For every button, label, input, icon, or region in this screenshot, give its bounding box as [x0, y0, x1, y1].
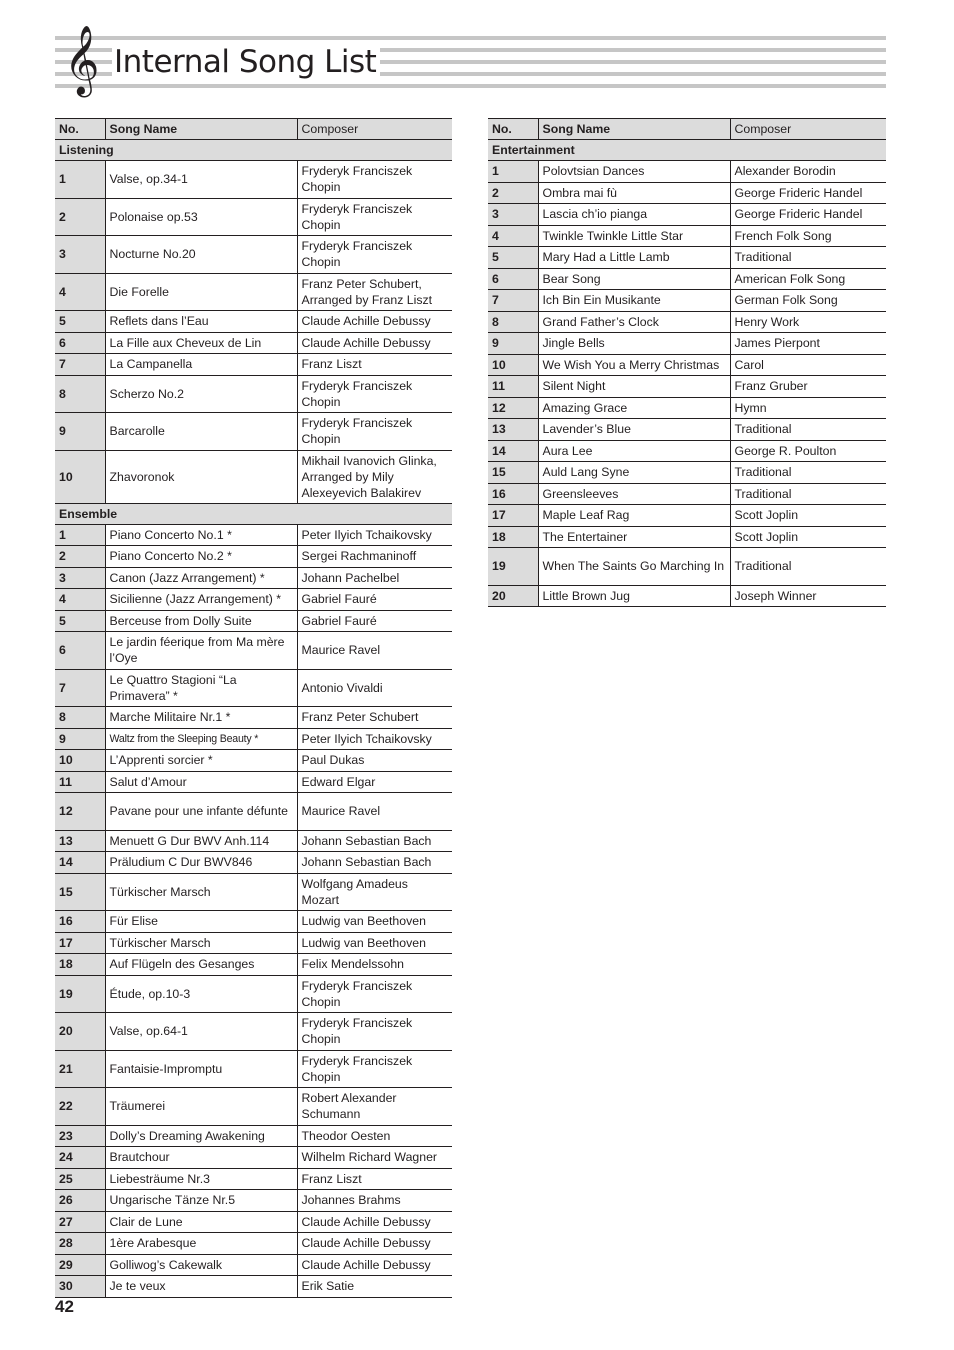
composer: German Folk Song [730, 290, 886, 312]
table-header-row [55, 119, 452, 140]
song-name: Canon (Jazz Arrangement) * [105, 567, 297, 589]
table-row [55, 975, 452, 1013]
table-row [55, 632, 452, 670]
song-name: Für Elise [105, 911, 297, 933]
song-number: 8 [55, 707, 105, 729]
song-name: Salut d’Amour [105, 771, 297, 793]
song-name: Valse, op.64-1 [105, 1013, 297, 1051]
composer: Hymn [730, 397, 886, 419]
composer: Scott Joplin [730, 526, 886, 548]
song-number: 23 [55, 1125, 105, 1147]
table-row [55, 161, 452, 199]
song-number: 2 [55, 198, 105, 236]
song-number: 19 [55, 975, 105, 1013]
song-number: 15 [488, 462, 538, 484]
composer: Edward Elgar [297, 771, 452, 793]
composer: Claude Achille Debussy [297, 332, 452, 354]
song-name: Auf Flügeln des Gesanges [105, 954, 297, 976]
song-name: Silent Night [538, 376, 730, 398]
song-name: Grand Father’s Clock [538, 311, 730, 333]
song-number: 9 [55, 728, 105, 750]
table-row [488, 204, 886, 226]
section-label: Listening [55, 140, 452, 161]
table-row [55, 332, 452, 354]
song-name: Piano Concerto No.1 * [105, 524, 297, 546]
song-number: 14 [55, 852, 105, 874]
composer: Maurice Ravel [297, 793, 452, 831]
composer: Fryderyk Franciszek Chopin [297, 975, 452, 1013]
song-number: 17 [488, 505, 538, 527]
song-number: 10 [55, 750, 105, 772]
table-row [55, 610, 452, 632]
composer: Fryderyk Franciszek Chopin [297, 198, 452, 236]
song-number: 29 [55, 1254, 105, 1276]
composer: Maurice Ravel [297, 632, 452, 670]
composer: Alexander Borodin [730, 161, 886, 183]
song-number: 10 [55, 450, 105, 503]
table-row [55, 873, 452, 911]
composer: American Folk Song [730, 268, 886, 290]
composer: French Folk Song [730, 225, 886, 247]
table-row [488, 548, 886, 586]
song-number: 19 [488, 548, 538, 586]
table-row [55, 236, 452, 274]
table-row [55, 1276, 452, 1298]
song-number: 11 [488, 376, 538, 398]
song-name: Die Forelle [105, 273, 297, 311]
song-name: Bear Song [538, 268, 730, 290]
song-table-right [488, 118, 886, 607]
song-name: Polonaise op.53 [105, 198, 297, 236]
song-number: 5 [488, 247, 538, 269]
table-row [488, 268, 886, 290]
song-name: Mary Had a Little Lamb [538, 247, 730, 269]
song-name: Pavane pour une infante défunte [105, 793, 297, 831]
table-row [55, 911, 452, 933]
table-row [55, 1168, 452, 1190]
table-row [55, 1233, 452, 1255]
song-number: 12 [55, 793, 105, 831]
song-number: 13 [488, 419, 538, 441]
table-row [488, 333, 886, 355]
song-number: 8 [55, 375, 105, 413]
section-row-ensemble [55, 503, 452, 524]
song-name: Scherzo No.2 [105, 375, 297, 413]
song-number: 1 [55, 161, 105, 199]
table-row [488, 585, 886, 607]
composer: Erik Satie [297, 1276, 452, 1298]
song-name: Little Brown Jug [538, 585, 730, 607]
song-number: 13 [55, 830, 105, 852]
table-row [55, 1211, 452, 1233]
table-row [55, 273, 452, 311]
composer: Fryderyk Franciszek Chopin [297, 1050, 452, 1088]
song-number: 14 [488, 440, 538, 462]
table-row [55, 524, 452, 546]
table-row [55, 354, 452, 376]
song-name: Berceuse from Dolly Suite [105, 610, 297, 632]
composer: Robert Alexander Schumann [297, 1088, 452, 1126]
composer: Ludwig van Beethoven [297, 911, 452, 933]
song-name: Polovtsian Dances [538, 161, 730, 183]
table-row [55, 793, 452, 831]
treble-clef-icon: 𝄞 [64, 25, 100, 95]
song-number: 12 [488, 397, 538, 419]
table-row [55, 546, 452, 568]
table-row [488, 182, 886, 204]
song-name: Marche Militaire Nr.1 * [105, 707, 297, 729]
page-number: 42 [55, 1297, 74, 1316]
composer: Joseph Winner [730, 585, 886, 607]
song-name: Je te veux [105, 1276, 297, 1298]
song-name: Nocturne No.20 [105, 236, 297, 274]
composer: Felix Mendelssohn [297, 954, 452, 976]
table-row [488, 376, 886, 398]
song-number: 5 [55, 610, 105, 632]
song-number: 7 [488, 290, 538, 312]
song-number: 25 [55, 1168, 105, 1190]
song-number: 10 [488, 354, 538, 376]
composer: Traditional [730, 419, 886, 441]
song-name: Liebesträume Nr.3 [105, 1168, 297, 1190]
song-number: 3 [488, 204, 538, 226]
table-row [55, 954, 452, 976]
table-row [55, 311, 452, 333]
table-row [55, 567, 452, 589]
song-number: 18 [488, 526, 538, 548]
song-number: 9 [488, 333, 538, 355]
table-row [55, 450, 452, 503]
composer: Gabriel Fauré [297, 610, 452, 632]
song-name: Greensleeves [538, 483, 730, 505]
composer: James Pierpont [730, 333, 886, 355]
table-row [55, 771, 452, 793]
song-number: 16 [488, 483, 538, 505]
composer: Franz Liszt [297, 1168, 452, 1190]
table-row [55, 1190, 452, 1212]
song-number: 1 [488, 161, 538, 183]
song-number: 11 [55, 771, 105, 793]
table-row [55, 728, 452, 750]
song-number: 20 [55, 1013, 105, 1051]
composer: Johannes Brahms [297, 1190, 452, 1212]
table-row [488, 419, 886, 441]
composer: Traditional [730, 548, 886, 586]
composer: Johann Sebastian Bach [297, 852, 452, 874]
column-header-composer: Composer [730, 119, 886, 140]
composer: Mikhail Ivanovich Glinka, Arranged by Mily Alexeyevich Balakirev [297, 450, 452, 503]
song-name: La Campanella [105, 354, 297, 376]
composer: Antonio Vivaldi [297, 669, 452, 707]
composer: Fryderyk Franciszek Chopin [297, 161, 452, 199]
song-name: Twinkle Twinkle Little Star [538, 225, 730, 247]
song-number: 27 [55, 1211, 105, 1233]
song-number: 16 [55, 911, 105, 933]
song-name: Türkischer Marsch [105, 873, 297, 911]
table-row [488, 247, 886, 269]
song-name: L’Apprenti sorcier * [105, 750, 297, 772]
song-number: 2 [488, 182, 538, 204]
composer: Ludwig van Beethoven [297, 932, 452, 954]
table-row [55, 375, 452, 413]
table-row [55, 707, 452, 729]
song-number: 3 [55, 567, 105, 589]
table-row [488, 354, 886, 376]
song-number: 15 [55, 873, 105, 911]
column-header-no: No. [488, 119, 538, 140]
song-number: 8 [488, 311, 538, 333]
table-row [488, 311, 886, 333]
song-number: 4 [55, 589, 105, 611]
song-name: Aura Lee [538, 440, 730, 462]
composer: Traditional [730, 247, 886, 269]
song-number: 20 [488, 585, 538, 607]
composer: Franz Peter Schubert [297, 707, 452, 729]
composer: Claude Achille Debussy [297, 1211, 452, 1233]
song-name: Lavender’s Blue [538, 419, 730, 441]
song-number: 9 [55, 413, 105, 451]
song-name: Le Quattro Stagioni “La Primavera” * [105, 669, 297, 707]
song-name: Fantaisie-Impromptu [105, 1050, 297, 1088]
song-name: Dolly’s Dreaming Awakening [105, 1125, 297, 1147]
page-title: Internal Song List [112, 47, 380, 78]
song-number: 24 [55, 1147, 105, 1169]
song-name: The Entertainer [538, 526, 730, 548]
table-row [55, 1088, 452, 1126]
song-name: Sicilienne (Jazz Arrangement) * [105, 589, 297, 611]
song-number: 28 [55, 1233, 105, 1255]
composer: Scott Joplin [730, 505, 886, 527]
column-header-composer: Composer [297, 119, 452, 140]
song-name: Jingle Bells [538, 333, 730, 355]
table-row [55, 932, 452, 954]
column-header-song-name: Song Name [105, 119, 297, 140]
song-name: We Wish You a Merry Christmas [538, 354, 730, 376]
composer: Fryderyk Franciszek Chopin [297, 413, 452, 451]
song-name: Le jardin féerique from Ma mère l’Oye [105, 632, 297, 670]
table-row [55, 198, 452, 236]
table-row [55, 589, 452, 611]
table-header-row [488, 119, 886, 140]
composer: Claude Achille Debussy [297, 1254, 452, 1276]
composer: Franz Liszt [297, 354, 452, 376]
song-name: Valse, op.34-1 [105, 161, 297, 199]
table-row [55, 669, 452, 707]
song-number: 6 [55, 632, 105, 670]
song-number: 26 [55, 1190, 105, 1212]
song-name: Auld Lang Syne [538, 462, 730, 484]
staff-line [55, 36, 886, 40]
table-row [55, 1147, 452, 1169]
song-name: Golliwog’s Cakewalk [105, 1254, 297, 1276]
song-name: Träumerei [105, 1088, 297, 1126]
song-number: 7 [55, 354, 105, 376]
composer: Wolfgang Amadeus Mozart [297, 873, 452, 911]
table-row [488, 462, 886, 484]
song-number: 2 [55, 546, 105, 568]
song-name: Amazing Grace [538, 397, 730, 419]
song-name: La Fille aux Cheveux de Lin [105, 332, 297, 354]
song-number: 17 [55, 932, 105, 954]
song-number: 7 [55, 669, 105, 707]
song-name: Reflets dans l’Eau [105, 311, 297, 333]
song-number: 4 [488, 225, 538, 247]
composer: Theodor Oesten [297, 1125, 452, 1147]
table-row [488, 483, 886, 505]
composer: Claude Achille Debussy [297, 311, 452, 333]
table-row [55, 1013, 452, 1051]
song-name: Piano Concerto No.2 * [105, 546, 297, 568]
song-name: Maple Leaf Rag [538, 505, 730, 527]
song-name: Menuett G Dur BWV Anh.114 [105, 830, 297, 852]
table-row [488, 397, 886, 419]
section-label: Ensemble [55, 503, 452, 524]
composer: Franz Gruber [730, 376, 886, 398]
song-number: 6 [488, 268, 538, 290]
table-row [488, 526, 886, 548]
table-row [488, 290, 886, 312]
composer: Claude Achille Debussy [297, 1233, 452, 1255]
table-row [55, 750, 452, 772]
song-number: 22 [55, 1088, 105, 1126]
section-label: Entertainment [488, 140, 886, 161]
composer: Fryderyk Franciszek Chopin [297, 1013, 452, 1051]
song-name: Ungarische Tänze Nr.5 [105, 1190, 297, 1212]
song-name: Türkischer Marsch [105, 932, 297, 954]
song-table-left [55, 118, 452, 1298]
table-row [488, 161, 886, 183]
song-name: 1ère Arabesque [105, 1233, 297, 1255]
song-number: 18 [55, 954, 105, 976]
composer: Fryderyk Franciszek Chopin [297, 236, 452, 274]
song-number: 3 [55, 236, 105, 274]
song-name: Lascia ch’io pianga [538, 204, 730, 226]
table-row [488, 505, 886, 527]
song-number: 21 [55, 1050, 105, 1088]
song-name: Präludium C Dur BWV846 [105, 852, 297, 874]
song-name: Brautchour [105, 1147, 297, 1169]
composer: George R. Poulton [730, 440, 886, 462]
song-name: Barcarolle [105, 413, 297, 451]
song-number: 30 [55, 1276, 105, 1298]
composer: Fryderyk Franciszek Chopin [297, 375, 452, 413]
song-number: 5 [55, 311, 105, 333]
song-name: Zhavoronok [105, 450, 297, 503]
composer: Traditional [730, 483, 886, 505]
table-row [55, 1254, 452, 1276]
composer: Paul Dukas [297, 750, 452, 772]
composer: Henry Work [730, 311, 886, 333]
table-row [488, 440, 886, 462]
composer: Traditional [730, 462, 886, 484]
composer: Carol [730, 354, 886, 376]
composer: Sergei Rachmaninoff [297, 546, 452, 568]
section-row-listening [55, 140, 452, 161]
table-row [55, 1125, 452, 1147]
column-header-song-name: Song Name [538, 119, 730, 140]
table-row [55, 1050, 452, 1088]
composer: Franz Peter Schubert, Arranged by Franz Liszt [297, 273, 452, 311]
composer: Peter Ilyich Tchaikovsky [297, 524, 452, 546]
composer: George Frideric Handel [730, 204, 886, 226]
song-number: 1 [55, 524, 105, 546]
table-row [55, 852, 452, 874]
composer: Johann Pachelbel [297, 567, 452, 589]
song-name: Waltz from the Sleeping Beauty * [105, 728, 297, 750]
composer: Wilhelm Richard Wagner [297, 1147, 452, 1169]
song-name: Ich Bin Ein Musikante [538, 290, 730, 312]
column-header-no: No. [55, 119, 105, 140]
song-name: Étude, op.10-3 [105, 975, 297, 1013]
song-number: 6 [55, 332, 105, 354]
song-number: 4 [55, 273, 105, 311]
composer: Gabriel Fauré [297, 589, 452, 611]
table-row [55, 413, 452, 451]
composer: Peter Ilyich Tchaikovsky [297, 728, 452, 750]
staff-line [55, 84, 886, 88]
song-name: Clair de Lune [105, 1211, 297, 1233]
song-name: When The Saints Go Marching In [538, 548, 730, 586]
song-name: Ombra mai fù [538, 182, 730, 204]
composer: Johann Sebastian Bach [297, 830, 452, 852]
table-row [55, 830, 452, 852]
composer: George Frideric Handel [730, 182, 886, 204]
section-row-entertainment [488, 140, 886, 161]
table-row [488, 225, 886, 247]
